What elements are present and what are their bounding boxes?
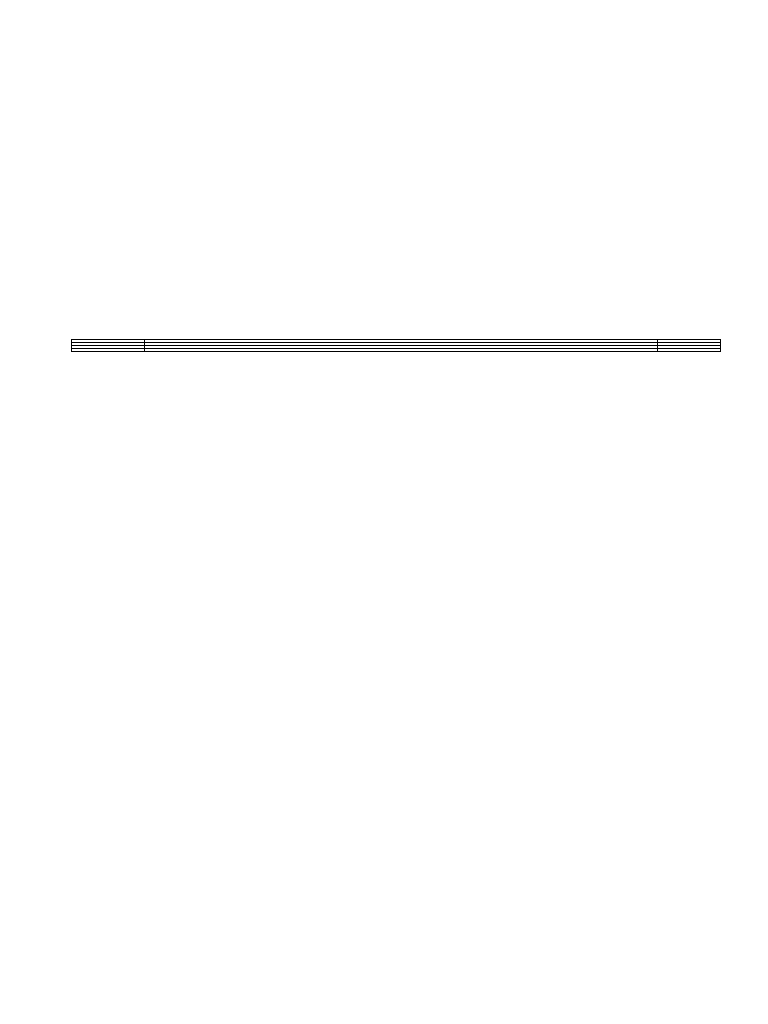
penutup-time [658, 349, 721, 352]
row-penutup [72, 349, 721, 352]
penutup-label [72, 349, 145, 352]
penutup-desc [145, 349, 658, 352]
kegiatan-table [71, 339, 721, 352]
